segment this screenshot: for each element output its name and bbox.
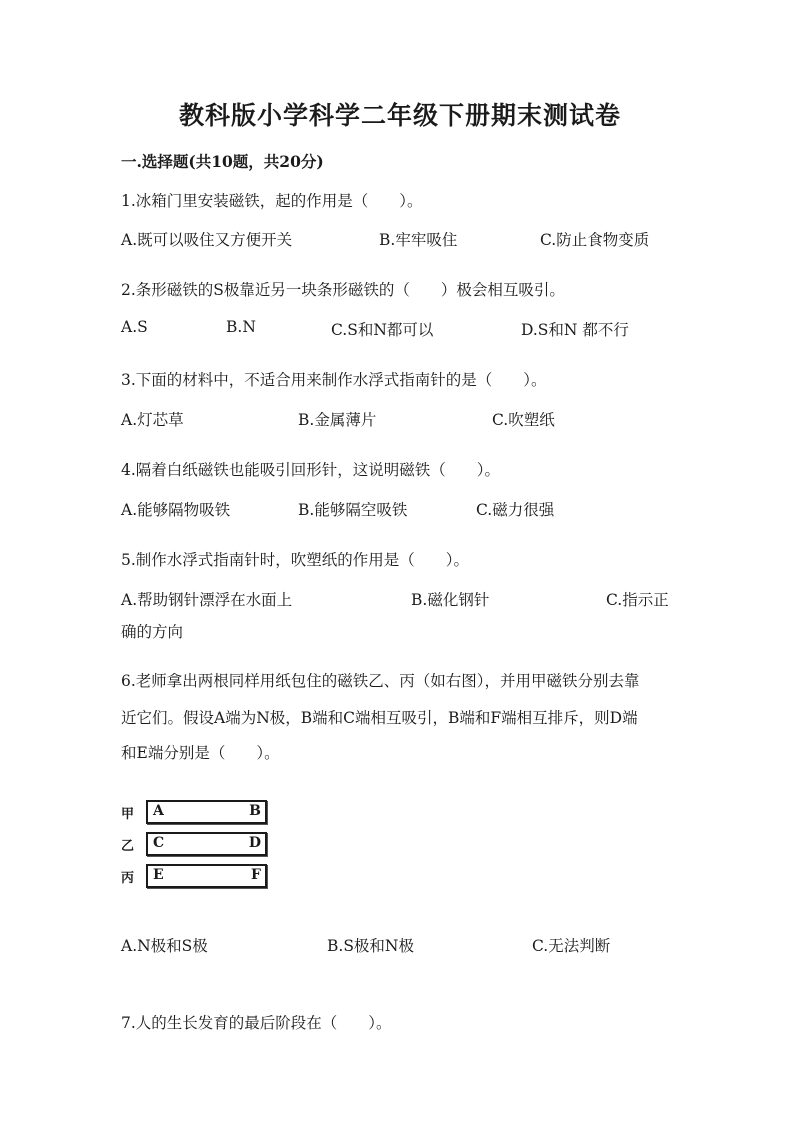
- magnet-end-left: A: [153, 803, 164, 819]
- question-3-option-b: B.金属薄片: [298, 411, 377, 429]
- question-5-option-a: A.帮助钢针漂浮在水面上: [121, 591, 293, 609]
- magnet-end-right: F: [251, 867, 261, 883]
- question-4-option-a: A.能够隔物吸铁: [121, 501, 231, 519]
- magnet-label: 乙: [121, 839, 135, 854]
- magnet-end-right: D: [248, 835, 261, 851]
- question-3-stem: 3.下面的材料中，不适合用来制作水浮式指南针的是（ ）。: [121, 371, 547, 389]
- magnet-row-bing: [121, 864, 281, 888]
- question-5-stem: 5.制作水浮式指南针时，吹塑纸的作用是（ ）。: [121, 551, 470, 569]
- magnet-figure: [121, 796, 281, 890]
- question-4-option-c: C.磁力很强: [476, 501, 555, 519]
- question-3-option-c: C.吹塑纸: [492, 411, 555, 429]
- question-1-option-a: A.既可以吸住又方便开关: [121, 231, 293, 249]
- question-1-option-c: C.防止食物变质: [540, 231, 650, 249]
- magnet-bar: [146, 832, 267, 856]
- question-6-stem-line-3: 和E端分别是（ ）。: [121, 744, 280, 762]
- magnet-end-left: E: [153, 867, 164, 883]
- question-6-stem-line-2: 近它们。假设A端为N极，B端和C端相互吸引，B端和F端相互排斥，则D端: [121, 709, 638, 727]
- question-2-option-d: D.S和N 都不行: [521, 321, 629, 339]
- question-5-option-c: C.指示正: [606, 591, 669, 609]
- question-6-option-a: A.N极和S极: [121, 937, 208, 955]
- magnet-end-left: C: [153, 835, 165, 851]
- magnet-row-yi: [121, 832, 281, 856]
- magnet-end-right: B: [249, 803, 261, 819]
- question-1-stem: 1.冰箱门里安装磁铁，起的作用是（ ）。: [121, 192, 423, 210]
- question-2-option-a: A.S: [121, 318, 148, 336]
- page-title: 教科版小学科学二年级下册期末测试卷: [178, 101, 621, 130]
- question-3-option-a: A.灯芯草: [121, 411, 184, 429]
- question-4-stem: 4.隔着白纸磁铁也能吸引回形针，这说明磁铁（ ）。: [121, 461, 501, 479]
- question-5-option-c-wrap: 确的方向: [121, 623, 184, 641]
- question-2-option-b: B.N: [226, 318, 256, 336]
- section-heading: 一.选择题(共10题，共20分): [121, 152, 324, 171]
- question-2-stem: 2.条形磁铁的S极靠近另一块条形磁铁的（ ）极会相互吸引。: [121, 281, 565, 299]
- question-2-option-c: C.S和N都可以: [331, 321, 434, 339]
- question-6-stem-line-1: 6.老师拿出两根同样用纸包住的磁铁乙、丙（如右图），并用甲磁铁分别去靠: [121, 672, 640, 690]
- magnet-row-jia: [121, 800, 281, 824]
- magnet-label: 甲: [121, 807, 135, 822]
- question-6-option-b: B.S极和N极: [327, 937, 414, 955]
- question-6-option-c: C.无法判断: [532, 937, 611, 955]
- magnet-label: 丙: [121, 871, 135, 886]
- question-4-option-b: B.能够隔空吸铁: [298, 501, 408, 519]
- question-5-option-b: B.磁化钢针: [411, 591, 490, 609]
- magnet-bar: [146, 864, 267, 888]
- question-1-option-b: B.牢牢吸住: [379, 231, 458, 249]
- magnet-bar: [146, 800, 267, 824]
- question-7-stem: 7.人的生长发育的最后阶段在（ ）。: [121, 1014, 392, 1032]
